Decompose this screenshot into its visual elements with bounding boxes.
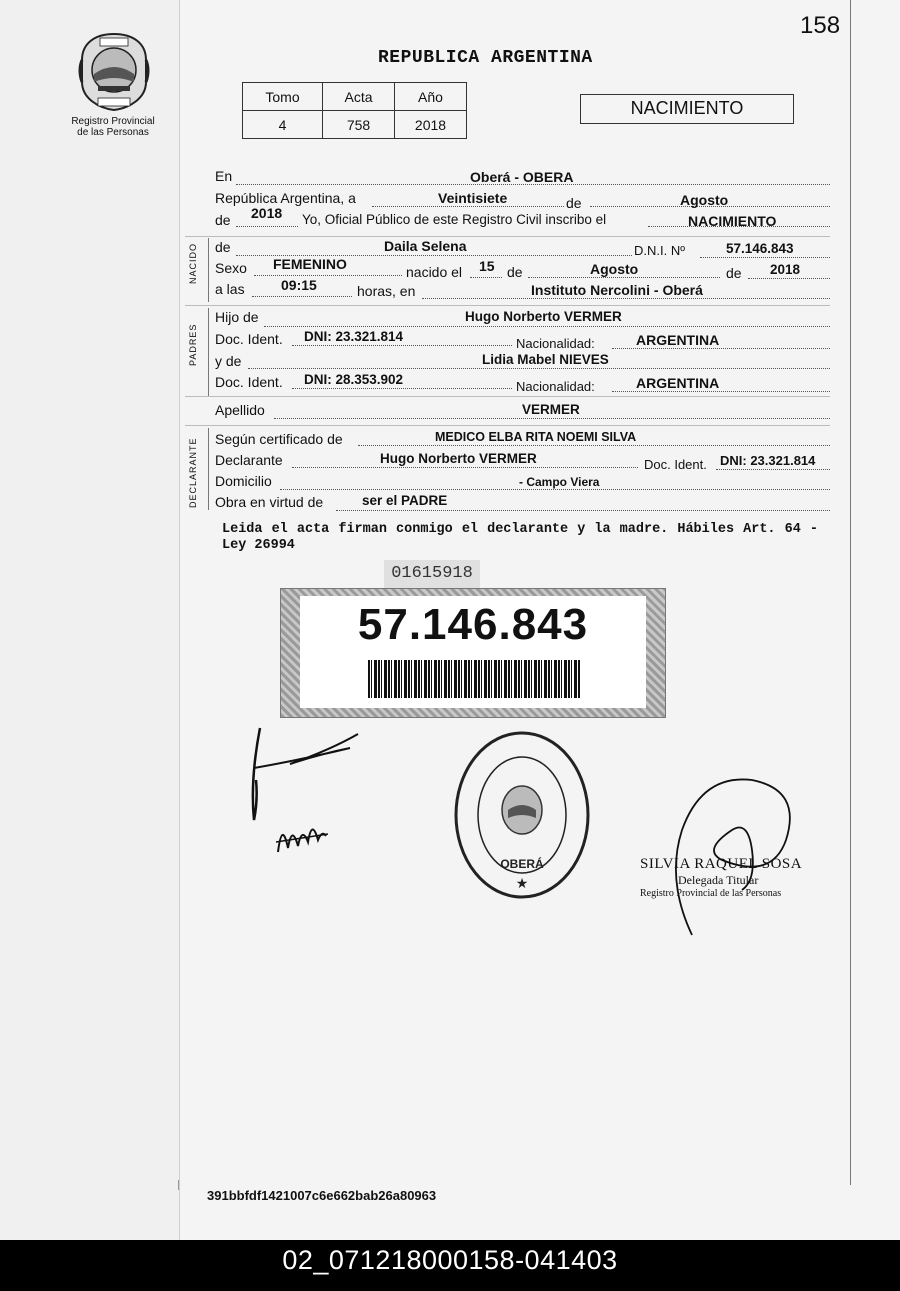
side-label-declarante: DECLARANTE — [188, 437, 198, 508]
record-type-box: NACIMIENTO — [580, 94, 794, 124]
value-certificate: MEDICO ELBA RITA NOEMI SILVA — [435, 430, 637, 444]
value-reason: ser el PADRE — [362, 493, 448, 508]
label-mother-nationality: Nacionalidad: — [516, 379, 595, 394]
volume-header-anio: Año — [395, 83, 467, 111]
value-declarant-doc: DNI: 23.321.814 — [720, 453, 816, 468]
official-role: Delegada Titular — [678, 873, 759, 887]
side-label-nacido: NACIDO — [188, 242, 198, 284]
value-birth-place: Instituto Nercolini - Oberá — [531, 282, 703, 298]
label-declarante: Declarante — [215, 452, 283, 468]
label-y-de: y de — [215, 353, 242, 369]
value-father: Hugo Norberto VERMER — [465, 309, 622, 324]
label-de-year: de — [215, 212, 231, 228]
label-declarant-doc: Doc. Ident. — [644, 457, 707, 472]
svg-text:★: ★ — [515, 875, 529, 891]
value-birth-month: Agosto — [590, 261, 639, 277]
value-year: 2018 — [251, 205, 283, 221]
official-name: SILVIA RAQUEL SOSA — [640, 856, 803, 872]
label-en: En — [215, 168, 233, 184]
label-dni: D.N.I. Nº — [634, 243, 685, 258]
value-record-type: NACIMIENTO — [688, 213, 777, 229]
label-a-las: a las — [215, 281, 245, 297]
value-birth-year: 2018 — [770, 262, 801, 277]
value-address: - Campo Viera — [519, 475, 600, 489]
volume-value-tomo: 4 — [243, 111, 323, 139]
label-apellido: Apellido — [215, 402, 265, 418]
label-mother-doc: Doc. Ident. — [215, 374, 283, 390]
left-margin — [0, 0, 180, 1240]
label-obra: Obra en virtud de — [215, 494, 324, 510]
value-day: Veintisiete — [438, 190, 508, 206]
closing-note: Leida el acta firman conmigo el declarante y la madre. Hábiles Art. 64 - Ley 26994 — [222, 522, 818, 553]
label-republica: República Argentina, a — [215, 190, 356, 206]
label-yo: Yo, Oficial Público de este Registro Civil inscribo el — [302, 212, 607, 227]
label-nacido-el: nacido el — [406, 264, 463, 280]
label-sexo: Sexo — [215, 260, 247, 276]
sticker-dni-number: 57.146.843 — [357, 600, 589, 649]
right-margin-line — [850, 0, 851, 1185]
value-time: 09:15 — [281, 277, 317, 293]
volume-value-anio: 2018 — [395, 111, 467, 139]
volume-value-acta: 758 — [323, 111, 395, 139]
value-declarant: Hugo Norberto VERMER — [380, 451, 537, 466]
value-month: Agosto — [680, 192, 729, 208]
label-domicilio: Domicilio — [215, 473, 272, 489]
label-segun: Según certificado de — [215, 431, 343, 447]
page-number: 158 — [800, 12, 841, 39]
value-sex: FEMENINO — [273, 256, 347, 272]
value-mother: Lidia Mabel NIEVES — [482, 352, 609, 367]
label-father-nationality: Nacionalidad: — [516, 336, 595, 351]
value-mother-nationality: ARGENTINA — [636, 375, 720, 391]
side-label-padres: PADRES — [188, 323, 198, 366]
document-title: REPUBLICA ARGENTINA — [378, 48, 593, 68]
value-father-doc: DNI: 23.321.814 — [304, 329, 404, 344]
value-name: Daila Selena — [384, 238, 467, 254]
registry-caption: Registro Provincial de las Personas — [71, 116, 155, 138]
label-horas-en: horas, en — [357, 283, 416, 299]
barcode-icon — [368, 660, 580, 698]
value-father-nationality: ARGENTINA — [636, 332, 720, 348]
official-stamp-icon — [452, 730, 592, 900]
document-hash: 391bbfdf1421007c6e662bab26a80963 — [207, 1188, 437, 1203]
volume-header-tomo: Tomo — [243, 83, 323, 111]
mother-signature-icon — [272, 812, 332, 862]
svg-text:OBERÁ: OBERÁ — [500, 857, 544, 871]
label-hijo-de: Hijo de — [215, 309, 259, 325]
label-father-doc: Doc. Ident. — [215, 331, 283, 347]
value-surname: VERMER — [522, 402, 580, 417]
volume-table — [242, 82, 467, 139]
label-de-birth-month: de — [507, 264, 523, 280]
control-number: 01615918 — [384, 560, 480, 588]
official-signature-block — [640, 856, 802, 899]
value-mother-doc: DNI: 28.353.902 — [304, 372, 404, 387]
label-de-birth-year: de — [726, 265, 742, 281]
provincial-crest-icon — [76, 30, 152, 112]
value-place: Oberá - OBERA — [470, 169, 574, 185]
scan-id-footer: 02_071218000158-041403 — [0, 1240, 900, 1291]
volume-header-acta: Acta — [323, 83, 395, 111]
official-office: Registro Provincial de las Personas — [640, 888, 782, 899]
value-dni: 57.146.843 — [726, 241, 794, 256]
label-de-month: de — [566, 195, 582, 211]
official-signature-icon — [662, 770, 802, 940]
label-de-name: de — [215, 239, 231, 255]
value-birth-day: 15 — [479, 258, 495, 274]
